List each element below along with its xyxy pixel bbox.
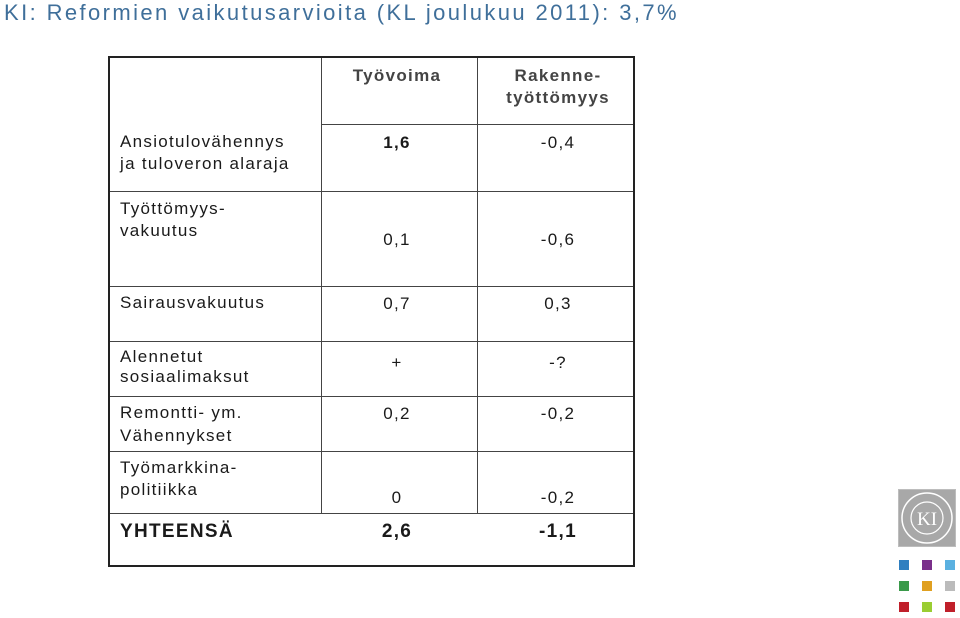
value-rakenne: -0,2 [540,488,576,507]
row-label: Remontti- ym. Vähennykset [120,403,243,445]
color-square [945,581,955,591]
page-title: KI: Reformien vaikutusarvioita (KL joulukuu 2011): 3,7% [4,0,679,25]
row-divider [110,451,633,452]
ki-logo [898,489,956,547]
color-square [945,602,955,612]
color-square [922,602,932,612]
row-label: Alennetut sosiaalimaksut [120,347,250,386]
value-tyovoima: 0 [391,488,403,507]
color-square [899,602,909,612]
total-label: YHTEENSÄ [120,521,234,542]
value-rakenne: -0,6 [540,230,576,249]
svg-text:KI: KI [916,509,938,530]
value-rakenne: -0,2 [540,404,576,423]
row-divider [110,396,633,397]
ki-seal-icon [899,490,955,546]
row-divider [110,286,633,287]
row-label: Työttömyys- vakuutus [120,199,226,240]
value-tyovoima: 0,2 [383,404,411,423]
color-square [899,581,909,591]
value-rakenne: -? [549,353,567,372]
row-divider [110,513,633,514]
row-label: Ansiotulovähennys ja tuloveron alaraja [120,132,290,173]
value-tyovoima: 0,7 [383,294,411,313]
color-square [922,581,932,591]
value-tyovoima: 1,6 [383,133,411,152]
row-label: Sairausvakuutus [120,293,266,312]
impact-table [108,56,635,567]
row-divider [321,124,633,125]
row-divider [110,341,633,342]
color-square [945,560,955,570]
header-rakennetyottomyys: Rakenne- työttömyys [506,66,610,107]
row-label: Työmarkkina- politiikka [120,458,238,499]
row-divider [110,191,633,192]
value-tyovoima: 0,1 [383,230,411,249]
header-tyovoima: Työvoima [352,66,442,85]
value-rakenne: 0,3 [544,294,572,313]
total-tyovoima: 2,6 [381,521,413,542]
color-square [922,560,932,570]
color-square [899,560,909,570]
value-rakenne: -0,4 [540,133,576,152]
total-rakenne: -1,1 [539,521,577,542]
value-tyovoima: + [391,353,403,372]
